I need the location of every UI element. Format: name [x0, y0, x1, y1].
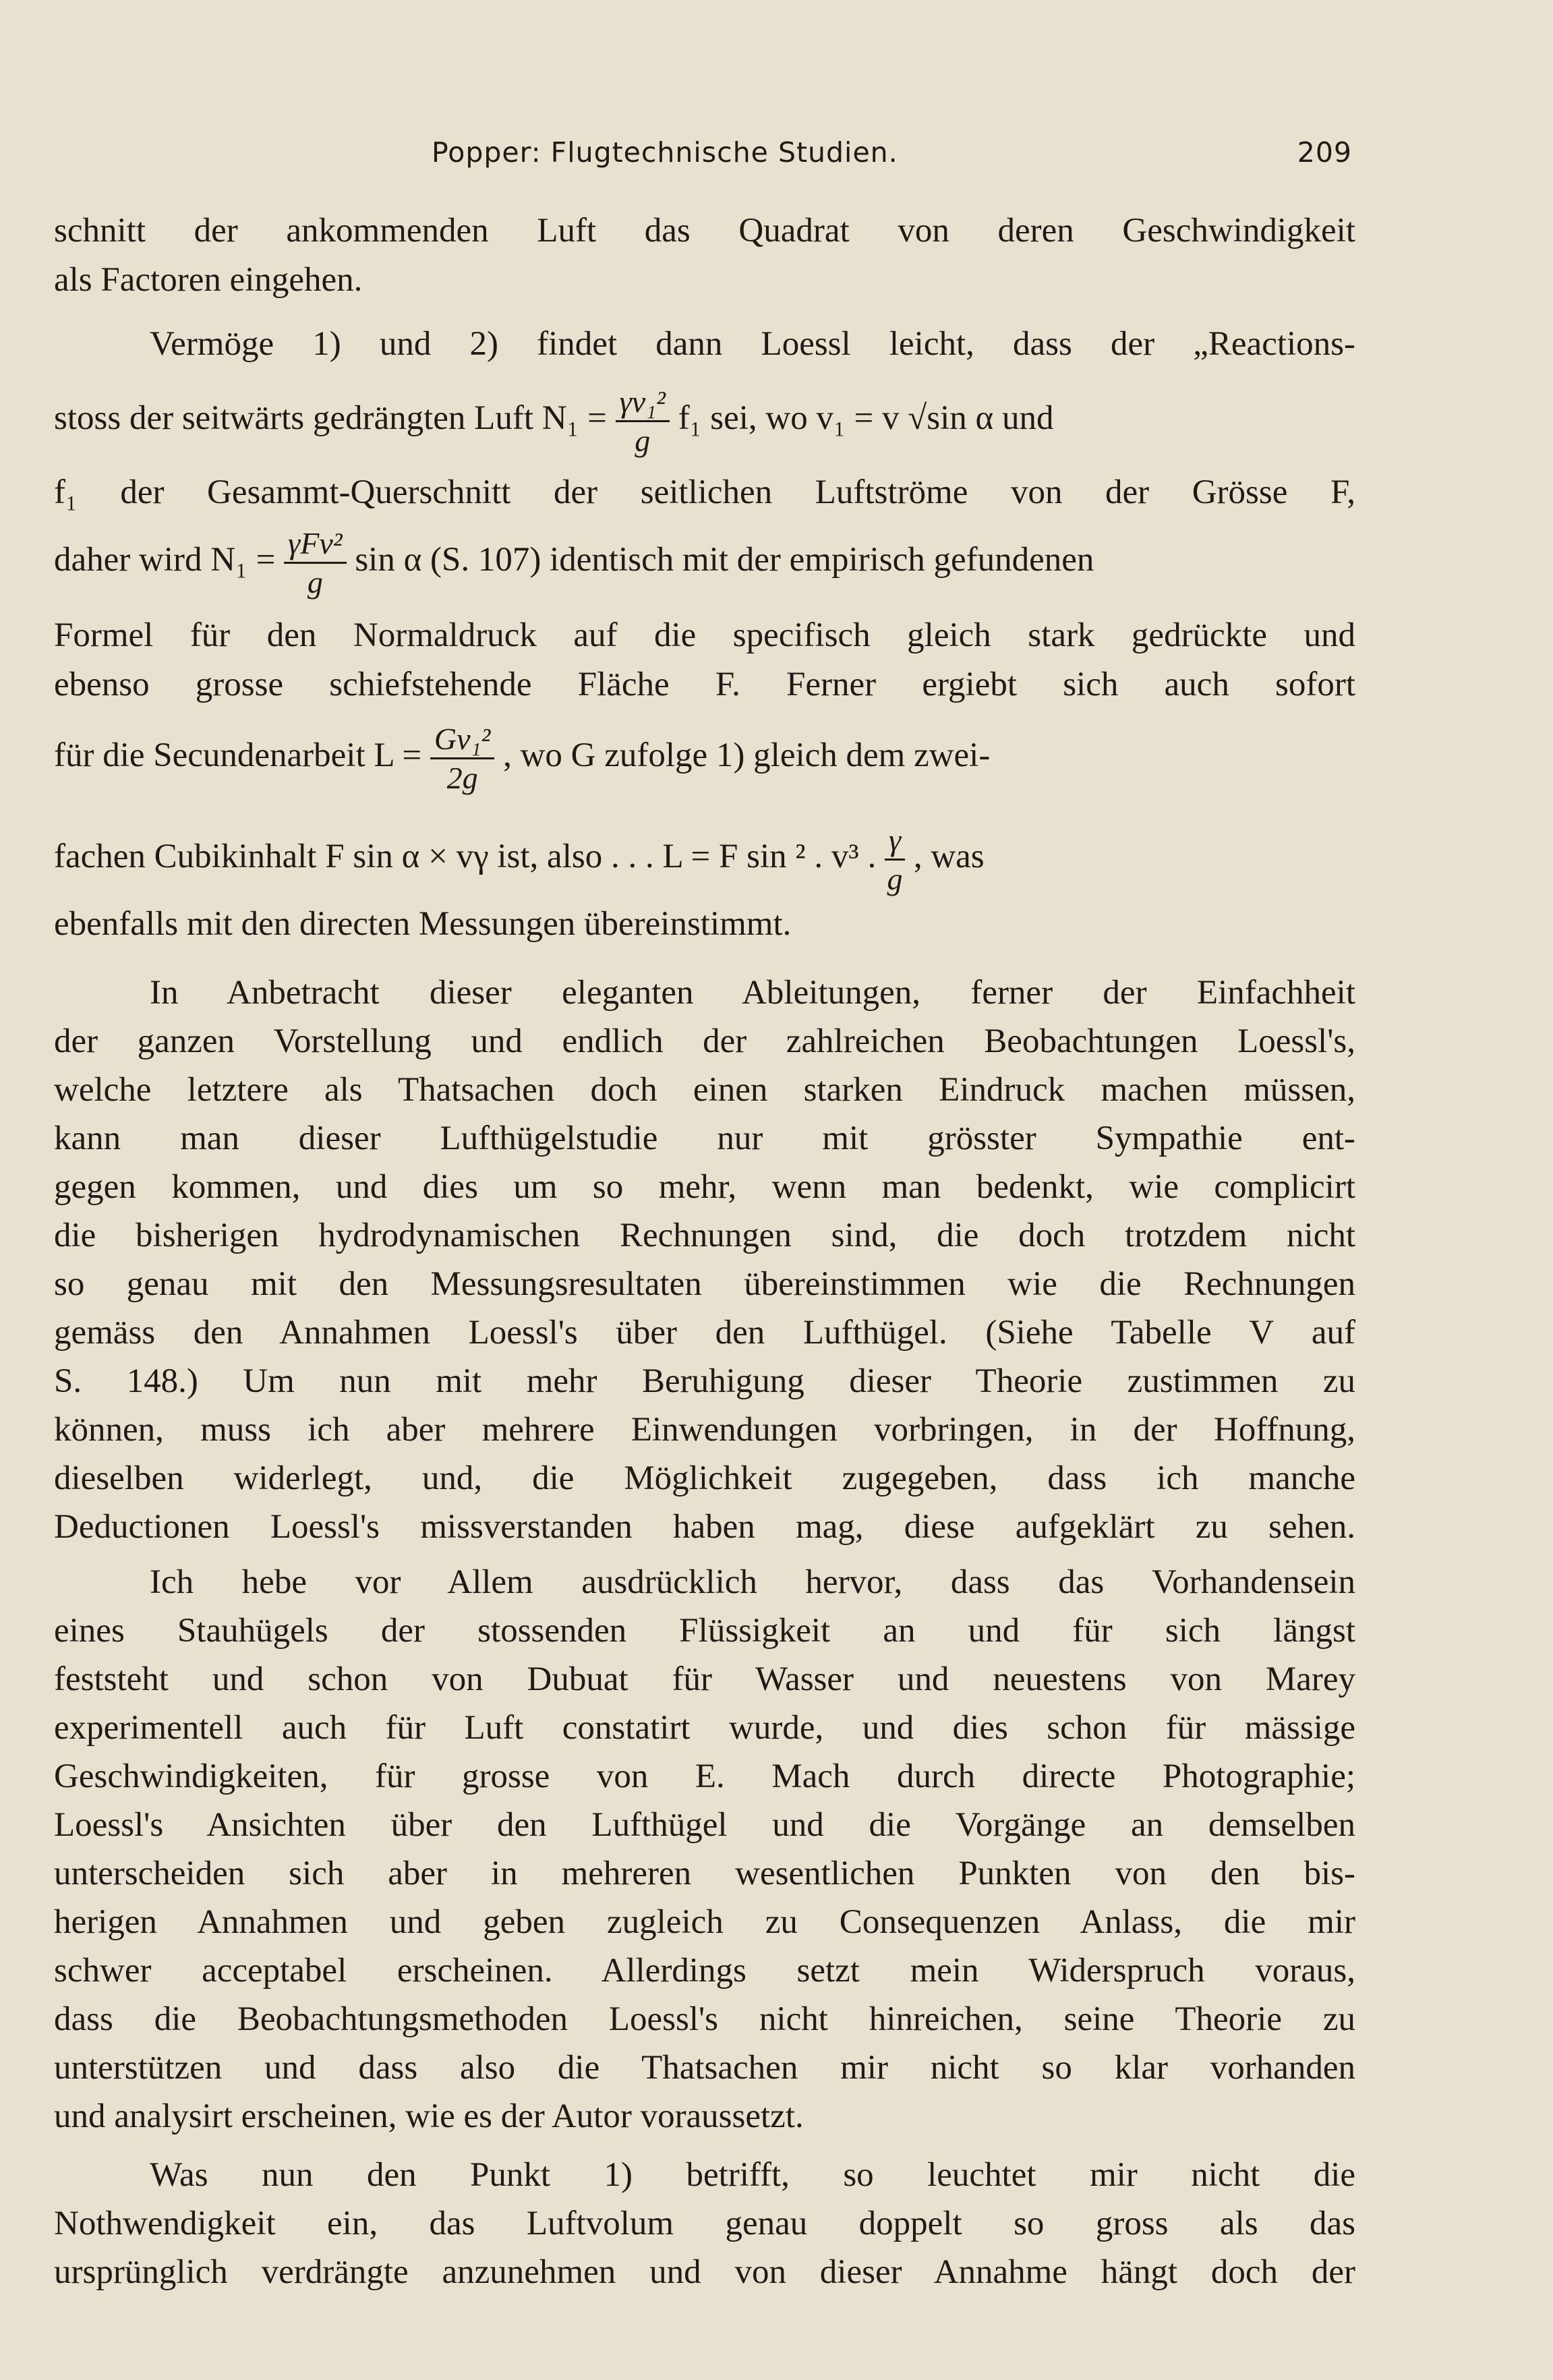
text-line: ebenso grosse schiefstehende Fläche F. Ferner ergiebt sich auch sofort — [54, 666, 1355, 703]
text-line: gegen kommen, und dies um so mehr, wenn man bedenkt, wie complicirt — [54, 1168, 1355, 1206]
fraction — [616, 383, 670, 459]
text-line: welche letztere als Thatsachen doch einen starken Eindruck machen müssen, — [54, 1071, 1355, 1109]
text-line: Geschwindigkeiten, für grosse von E. Mach durch directe Photographie; — [54, 1758, 1355, 1795]
fraction — [284, 525, 346, 601]
text-line: unterstützen und dass also die Thatsachen mir nicht so klar vorhanden — [54, 2049, 1355, 2087]
formula-text: , wo G zufolge 1) gleich dem zwei- — [503, 736, 991, 774]
formula-text: daher wird N₁ = — [54, 541, 276, 579]
text-line: f₁ der Gesammt-Querschnitt der seitlichen Luftströme von der Grösse F, — [54, 473, 1355, 511]
running-title: Popper: Flugtechnische Studien. — [432, 136, 898, 169]
formula-text: für die Secundenarbeit L = — [54, 736, 422, 774]
text-line: so genau mit den Messungsresultaten übereinstimmen wie die Rechnungen — [54, 1265, 1355, 1303]
text-line: die bisherigen hydrodynamischen Rechnungen sind, die doch trotzdem nicht — [54, 1217, 1355, 1254]
text-line: können, muss ich aber mehrere Einwendungen vorbringen, in der Hoffnung, — [54, 1411, 1355, 1449]
formula-line — [54, 712, 1355, 799]
fraction-numerator: Gv₁² — [430, 720, 494, 759]
fraction — [885, 821, 905, 898]
page-number: 209 — [1297, 136, 1352, 169]
text-line: Deductionen Loessl's missverstanden haben mag, diese aufgeklärt zu sehen. — [54, 1508, 1355, 1546]
formula-text: fachen Cubikinhalt F sin α × vγ ist, also . . . L = F sin ² . v³ . — [54, 838, 877, 875]
text-line: Formel für den Normaldruck auf die specifisch gleich stark gedrückte und — [54, 616, 1355, 654]
text-line: schnitt der ankommenden Luft das Quadrat von deren Geschwindigkeit — [54, 212, 1355, 250]
text-line: und analysirt erscheinen, wie es der Autor voraussetzt. — [54, 2097, 804, 2135]
text-line: Vermöge 1) und 2) findet dann Loessl leicht, dass der „Reactions- — [150, 325, 1355, 363]
fraction-denominator: g — [307, 564, 323, 600]
text-line: experimentell auch für Luft constatirt wurde, und dies schon für mässige — [54, 1709, 1355, 1747]
fraction-numerator: γ — [885, 821, 905, 861]
text-line: als Factoren eingehen. — [54, 261, 363, 299]
formula-text: stoss der seitwärts gedrängten Luft N₁ = — [54, 399, 607, 437]
text-line: ursprünglich verdrängte anzunehmen und von dieser Annahme hängt doch der — [54, 2253, 1355, 2291]
fraction-numerator: γFv² — [284, 525, 346, 564]
fraction-denominator: 2g — [446, 760, 478, 795]
text-line: In Anbetracht dieser eleganten Ableitungen, ferner der Einfachheit — [150, 974, 1355, 1012]
fraction-numerator: γv₁² — [616, 383, 670, 422]
fraction-denominator: g — [635, 423, 651, 458]
text-line: Ich hebe vor Allem ausdrücklich hervor, dass das Vorhandensein — [150, 1563, 1355, 1601]
fraction-denominator: g — [887, 861, 903, 896]
formula-text: , was — [913, 838, 985, 875]
text-line: gemäss den Annahmen Loessl's über den Lufthügel. (Siehe Tabelle V auf — [54, 1314, 1355, 1352]
formula-line — [54, 816, 1355, 897]
text-line: der ganzen Vorstellung und endlich der zahlreichen Beobachtungen Loessl's, — [54, 1022, 1355, 1060]
text-line: Loessl's Ansichten über den Lufthügel und die Vorgänge an demselben — [54, 1806, 1355, 1844]
text-line: Nothwendigkeit ein, das Luftvolum genau doppelt so gross als das — [54, 2205, 1355, 2242]
text-line: herigen Annahmen und geben zugleich zu Consequenzen Anlass, die mir — [54, 1903, 1355, 1941]
text-line: unterscheiden sich aber in mehreren wesentlichen Punkten von den bis- — [54, 1855, 1355, 1892]
formula-text: sin α (S. 107) identisch mit der empirisch gefundenen — [355, 541, 1094, 579]
text-line: ebenfalls mit den directen Messungen übereinstimmt. — [54, 905, 792, 943]
text-line: dass die Beobachtungsmethoden Loessl's nicht hinreichen, seine Theorie zu — [54, 2000, 1355, 2038]
running-header — [432, 136, 1352, 177]
formula-line — [54, 519, 1355, 600]
text-line: schwer acceptabel erscheinen. Allerdings setzt mein Widerspruch voraus, — [54, 1952, 1355, 1990]
fraction — [430, 720, 494, 796]
text-line: dieselben widerlegt, und, die Möglichkeit zugegeben, dass ich manche — [54, 1459, 1355, 1497]
text-line: feststeht und schon von Dubuat für Wasser und neuestens von Marey — [54, 1660, 1355, 1698]
formula-line — [54, 378, 1355, 459]
formula-text: f₁ sei, wo v₁ = v √sin α und — [678, 399, 1054, 437]
text-line: kann man dieser Lufthügelstudie nur mit grösster Sympathie ent- — [54, 1120, 1355, 1157]
text-line: S. 148.) Um nun mit mehr Beruhigung dieser Theorie zustimmen zu — [54, 1362, 1355, 1400]
text-line: eines Stauhügels der stossenden Flüssigkeit an und für sich längst — [54, 1612, 1355, 1650]
text-line: Was nun den Punkt 1) betrifft, so leuchtet mir nicht die — [150, 2156, 1355, 2194]
